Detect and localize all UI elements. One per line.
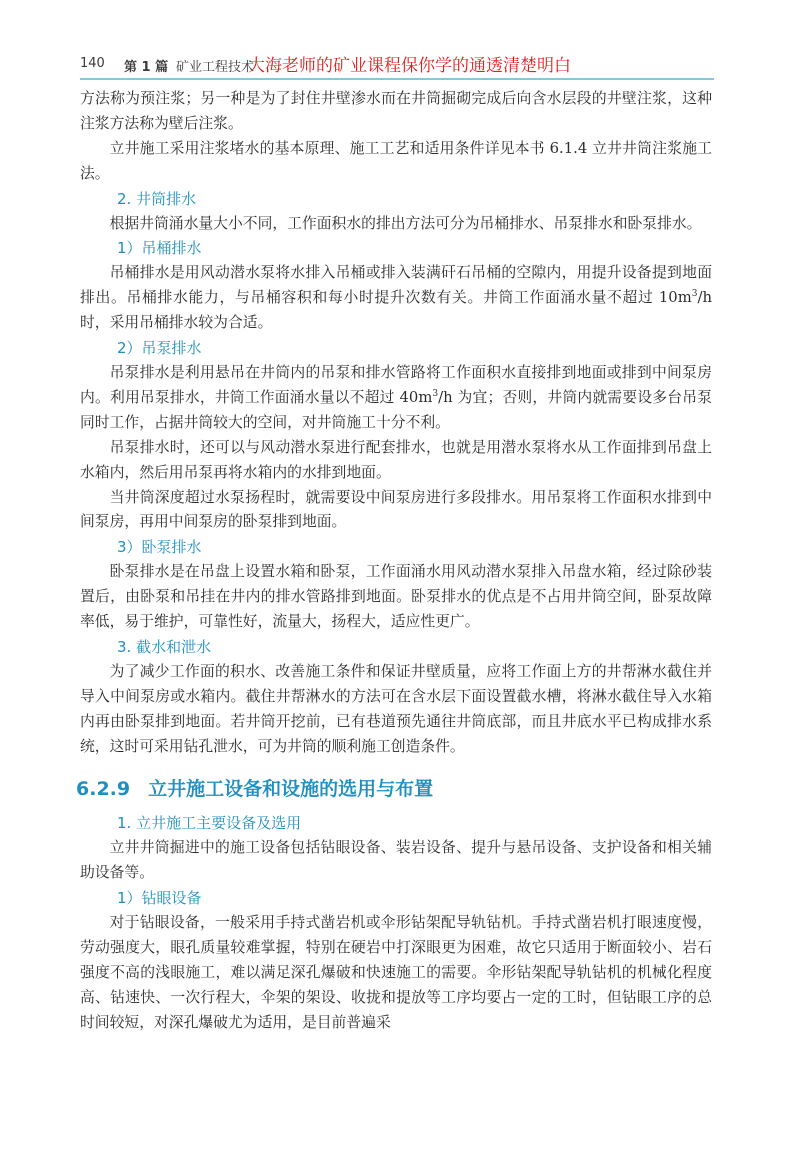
item-heading: 1）钻眼设备 [117, 889, 202, 908]
paragraph: 吊泵排水时，还可以与风动潜水泵进行配套排水，也就是用潜水泵将水从工作面排到吊盘上水箱内，然后用吊泵再将水箱内的水排到地面。 [80, 438, 712, 481]
paragraph-text: /h 为宜；否则，井筒内就需要设多台吊泵同时工作，占据井筒较大的空间，对井筒施工十分不利。 [80, 388, 712, 431]
paragraph-text: 吊桶排水是用风动潜水泵将水排入吊桶或排入装满矸石吊桶的空隙内，用提升设备提到地面排出。吊桶排水能力，与吊桶容积和每小时提升次数有关。井筒工作面涌水量不超过 10m [80, 264, 712, 307]
section-heading [76, 775, 712, 803]
header-rule [80, 78, 714, 80]
part-label: 第 1 篇 [124, 60, 169, 75]
paragraph [80, 261, 712, 336]
paragraph [80, 361, 712, 436]
paragraph-text: /h 时，采用吊桶排水较为合适。 [80, 289, 712, 332]
paragraph: 方法称为预注浆；另一种是为了封住井壁渗水而在井筒掘砌完成后向含水层段的井壁注浆，这种注浆方法称为壁后注浆。 [80, 90, 712, 132]
item-heading: 2）吊泵排水 [117, 339, 202, 358]
paragraph: 立井施工采用注浆堵水的基本原理、施工工艺和适用条件详见本书 6.1.4 立井井筒注浆施工法。 [80, 139, 712, 182]
section-number: 6.2.9 [76, 778, 131, 801]
section-title: 立井施工设备和设施的选用与布置 [148, 778, 434, 801]
item-heading: 1）吊桶排水 [117, 239, 202, 258]
subsection-heading: 3. 截水和泄水 [117, 637, 212, 656]
paragraph: 为了减少工作面的积水、改善施工条件和保证井壁质量，应将工作面上方的井帮淋水截住并导入中间泵房或水箱内。截住井帮淋水的方法可在含水层下面设置截水槽，将淋水截住导入水箱内再由卧泵排到地面。若井筒开挖前，已有巷道预先通往井筒底部，而且井底水平已构成排水系统，这时可采用钻孔泄水，可为井筒的顺利施工创造条件。 [80, 662, 712, 755]
item-heading: 3）卧泵排水 [117, 538, 202, 557]
watermark-text: 大海老师的矿业课程保你学的通透清楚明白 [248, 56, 571, 76]
paragraph: 立井井筒掘进中的施工设备包括钻眼设备、装岩设备、提升与悬吊设备、支护设备和相关辅助设备等。 [80, 839, 712, 882]
paragraph: 卧泵排水是在吊盘上设置水箱和卧泵，工作面涌水用风动潜水泵排入吊盘水箱，经过除砂装置后，由卧泵和吊挂在井内的排水管路排到地面。卧泵排水的优点是不占用井筒空间，卧泵故障率低，易于维护，可靠性好，流量大，扬程大，适应性更广。 [80, 563, 712, 631]
page-number: 140 [80, 56, 105, 71]
book-label: 矿业工程技术 [176, 60, 255, 75]
paragraph-text: 吊泵排水是利用悬吊在井筒内的吊泵和排水管路将工作面积水直接排到地面或排到中间泵房内。利用吊泵排水，井筒工作面涌水量以不超过 40m [80, 363, 712, 406]
paragraph: 根据井筒涌水量大小不同，工作面积水的排出方法可分为吊桶排水、吊泵排水和卧泵排水。 [109, 214, 702, 232]
subsection-heading: 1. 立井施工主要设备及选用 [117, 814, 302, 833]
subsection-heading: 2. 井筒排水 [117, 189, 197, 208]
page-body [76, 87, 712, 1036]
paragraph: 对于钻眼设备，一般采用手持式凿岩机或伞形钻架配导轨钻机。手持式凿岩机打眼速度慢，劳动强度大，眼孔质量较难掌握，特别在硬岩中打深眼更为困难，故它只适用于断面较小、岩石强度不高的浅眼施工，难以满足深孔爆破和快速施工的需要。伞形钻架配导轨钻机的机械化程度高、钻速快、一次行程大，伞架的架设、收拢和提放等工序均要占一定的工时，但钻眼工序的总时间较短，对深孔爆破尤为适用，是目前普遍采 [80, 914, 712, 1031]
superscript: 3 [691, 289, 698, 300]
superscript: 3 [432, 388, 439, 399]
page-header [80, 50, 714, 76]
paragraph: 当井筒深度超过水泵扬程时，就需要设中间泵房进行多段排水。用吊泵将工作面积水排到中间泵房，再用中间泵房的卧泵排到地面。 [80, 488, 712, 531]
